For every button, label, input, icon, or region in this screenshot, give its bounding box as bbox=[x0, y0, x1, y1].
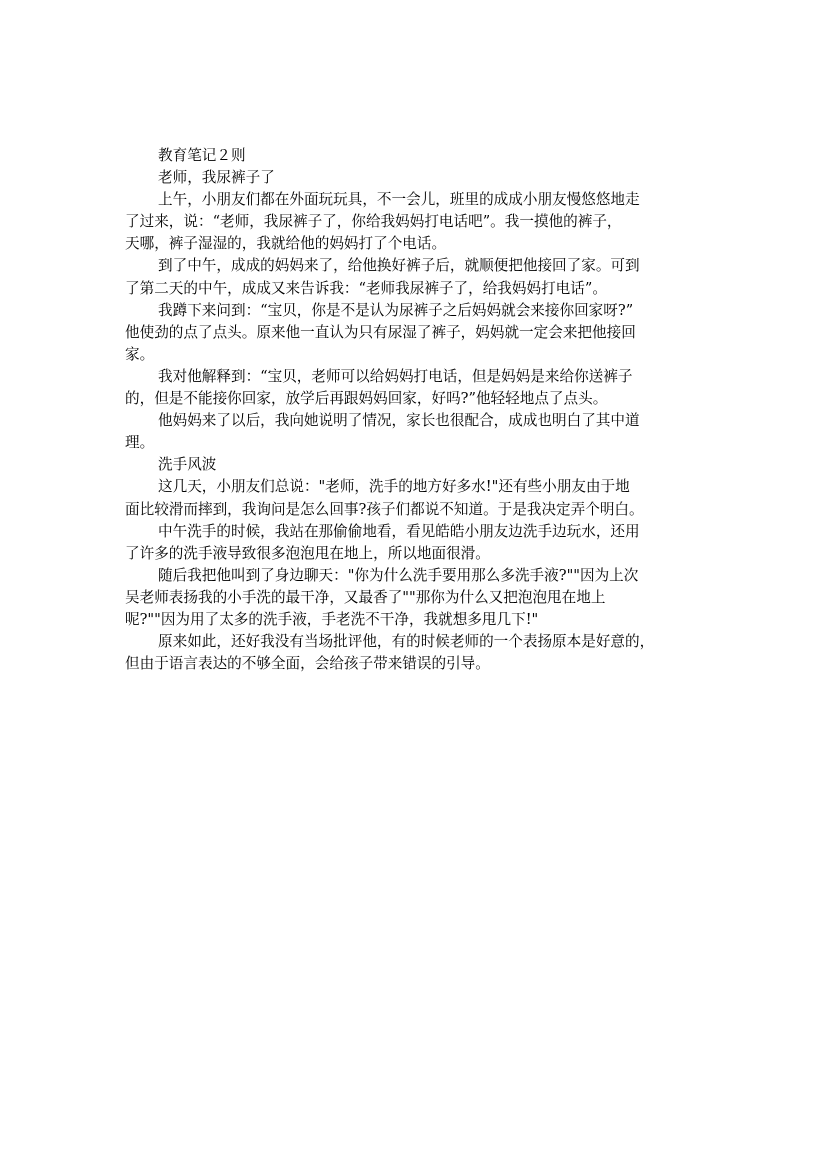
paragraph-line: 了过来，说：“老师，我尿裤子了，你给我妈妈打电话吧”。我一摸他的裤子， bbox=[125, 213, 622, 231]
paragraph-line: 了许多的洗手液导致很多泡泡甩在地上，所以地面很滑。 bbox=[125, 544, 490, 562]
paragraph-line: 他妈妈来了以后，我向她说明了情况，家长也很配合，成成也明白了其中道 bbox=[158, 412, 640, 430]
paragraph-line: 原来如此，还好我没有当场批评他，有的时候老师的一个表扬原本是好意的， bbox=[158, 633, 655, 651]
paragraph bbox=[125, 565, 705, 631]
paragraph-line: 我对他解释到：“宝贝，老师可以给妈妈打电话，但是妈妈是来给你送裤子 bbox=[158, 367, 633, 385]
paragraph bbox=[125, 255, 705, 299]
paragraph-line: 天哪，裤子湿湿的，我就给他的妈妈打了个电话。 bbox=[125, 235, 447, 253]
paragraph-line: 了第二天的中午，成成又来告诉我：“老师我尿裤子了，给我妈妈打电话”。 bbox=[125, 279, 607, 297]
paragraph-line: 家。 bbox=[125, 345, 155, 363]
paragraph-line: 的，但是不能接你回家，放学后再跟妈妈回家，好吗?”他轻轻地点了点头。 bbox=[125, 390, 608, 408]
document-title: 教育笔记２则 bbox=[158, 147, 246, 164]
paragraph bbox=[125, 410, 705, 454]
paragraph-line: 我蹲下来问到：“宝贝，你是不是认为尿裤子之后妈妈就会来接你回家呀?” bbox=[158, 301, 634, 319]
paragraph-line: 面比较滑而摔到，我询问是怎么回事?孩子们都说不知道。于是我决定弄个明白。 bbox=[125, 500, 644, 518]
paragraph-line: 但由于语言表达的不够全面，会给孩子带来错误的引导。 bbox=[125, 655, 490, 673]
document-page bbox=[125, 145, 705, 675]
paragraph-line: 他使劲的点了点头。原来他一直认为只有尿湿了裤子，妈妈就一定会来把他接回 bbox=[125, 323, 636, 341]
paragraph bbox=[125, 366, 705, 410]
paragraph-line: 随后我把他叫到了身边聊天："你为什么洗手要用那么多洗手液?""因为上次 bbox=[158, 566, 639, 584]
paragraph bbox=[125, 521, 705, 565]
paragraph-line: 到了中午，成成的妈妈来了，给他换好裤子后，就顺便把他接回了家。可到 bbox=[158, 257, 640, 275]
section-heading-2: 洗手风波 bbox=[158, 456, 217, 474]
paragraph-line: 吴老师表扬我的小手洗的最干净，又最香了""那你为什么又把泡泡甩在地上 bbox=[125, 588, 606, 606]
paragraph-line: 这几天，小朋友们总说："老师，洗手的地方好多水!"还有些小朋友由于地 bbox=[158, 478, 630, 496]
paragraph-line: 呢?""因为用了太多的洗手液，手老洗不干净，我就想多甩几下!" bbox=[125, 610, 539, 628]
paragraph bbox=[125, 300, 705, 366]
paragraph bbox=[125, 476, 705, 520]
paragraph-line: 中午洗手的时候，我站在那偷偷地看，看见皓皓小朋友边洗手边玩水，还用 bbox=[158, 522, 640, 540]
paragraph bbox=[125, 189, 705, 255]
paragraph-line: 上午，小朋友们都在外面玩玩具，不一会儿，班里的成成小朋友慢悠悠地走 bbox=[158, 191, 640, 209]
section-heading-1: 老师，我尿裤子了 bbox=[158, 169, 275, 187]
paragraph-line: 理。 bbox=[125, 434, 155, 452]
paragraph bbox=[125, 631, 705, 675]
